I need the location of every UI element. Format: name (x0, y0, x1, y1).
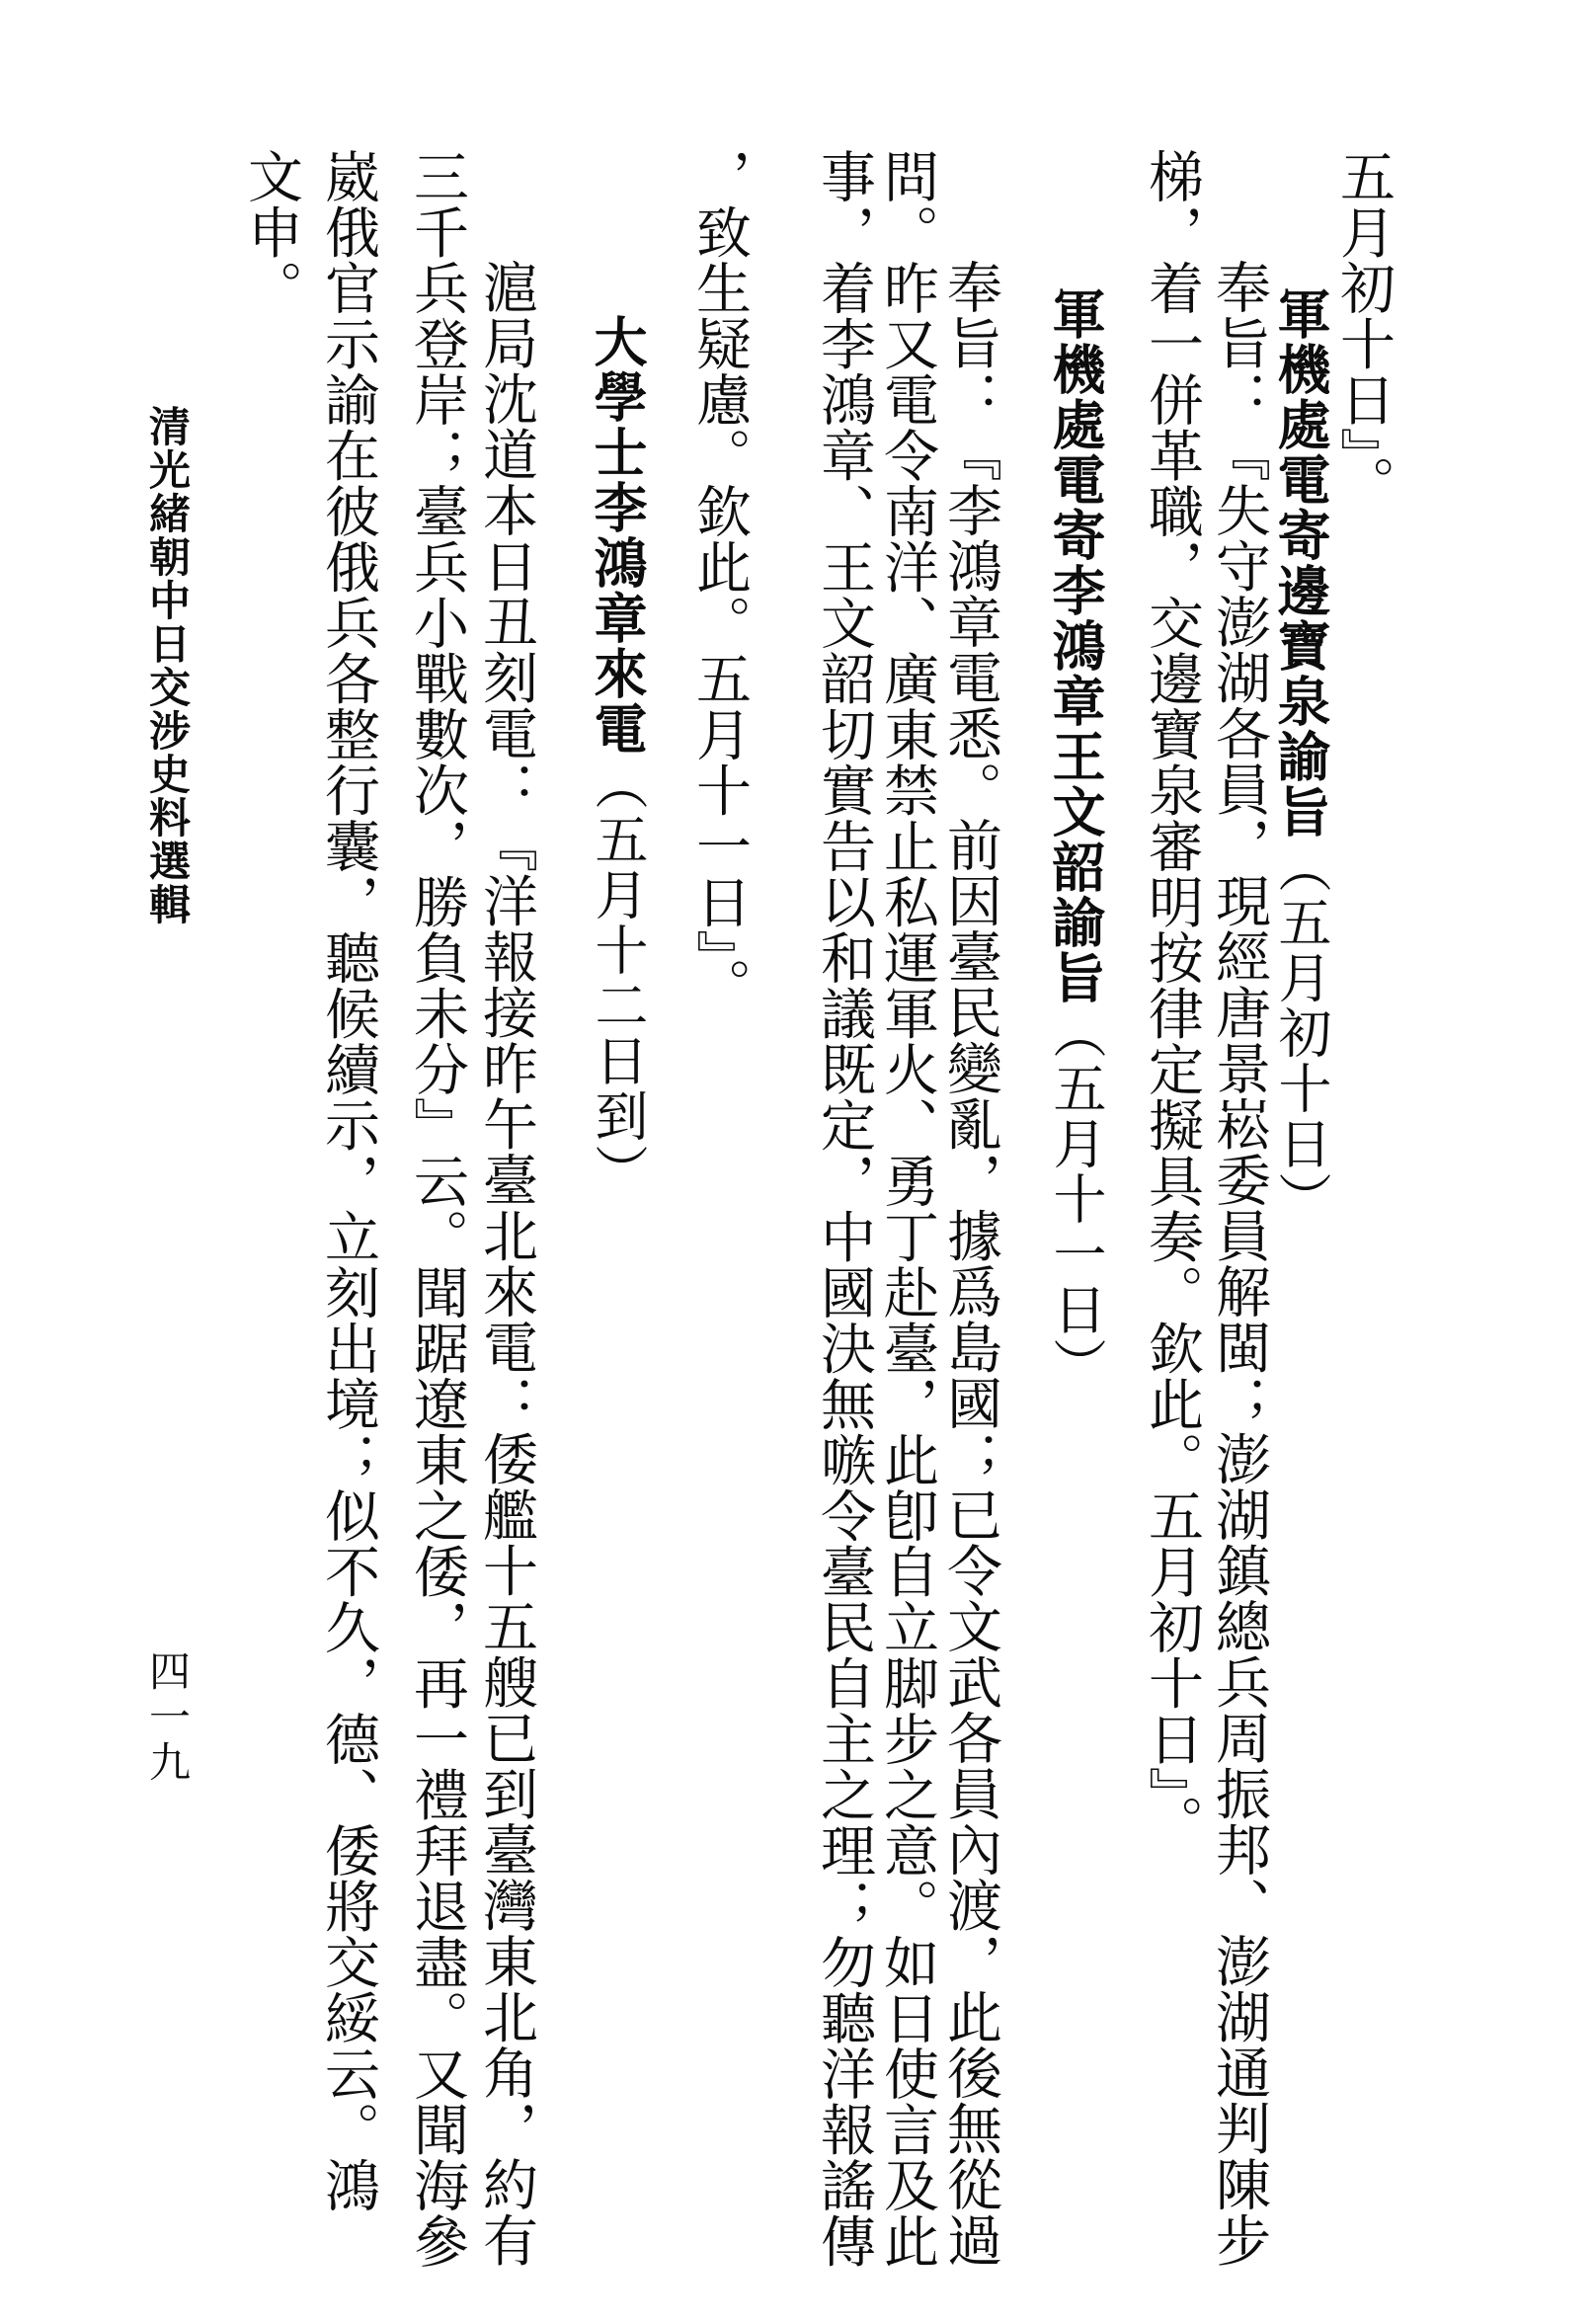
text-column-12: 三千兵登岸；臺兵小戰數次，勝負未分』云。聞踞遼東之倭，再一禮拜退盡。又聞海參 (405, 148, 469, 2269)
heading-title: 軍機處電寄邊寶泉諭旨 (1269, 286, 1332, 840)
text-column-14: 文申。 (239, 148, 303, 316)
page-number: 四一九 (143, 1649, 192, 1786)
heading-bian-baoquan-edict (1269, 286, 1332, 1227)
book-title: 清光緒朝中日交涉史料選輯 (143, 405, 192, 926)
text-column-6: 奉旨：『李鴻章電悉。前因臺民變亂，據爲島國；已令文武各員內渡，此後無從過 (938, 259, 1002, 2268)
heading-date: （五月十二日到） (587, 757, 649, 1199)
heading-title: 軍機處電寄李鴻章王文韶諭旨 (1044, 286, 1107, 1005)
heading-title: 大學士李鴻章來電 (586, 314, 649, 757)
text-column-11: 滬局沈道本日丑刻電：『洋報接昨午臺北來電：倭艦十五艘已到臺灣東北角，約有 (474, 259, 538, 2268)
text-column-8: 事，着李鴻章、王文韶切實告以和議既定，中國決無嗾令臺民自主之理；勿聽洋報謠傳 (812, 148, 876, 2269)
text-column-9: ，致生疑慮。欽此。五月十一日』。 (687, 148, 752, 1013)
text-column-13: 崴俄官示諭在彼俄兵各整行囊，聽候續示，立刻出境；似不久，德、倭將交綏云。鴻 (316, 148, 380, 2213)
text-column-1: 五月初十日』。 (1331, 148, 1396, 512)
heading-li-wang-edict (1044, 286, 1107, 1393)
heading-li-hongzhang-telegram (586, 314, 649, 1199)
heading-date: （五月初十日） (1270, 840, 1332, 1227)
text-column-4: 梯，着一併革職，交邊寶泉審明按律定擬具奏。欽此。五月初十日』。 (1140, 148, 1204, 1851)
heading-date: （五月十一日） (1045, 1005, 1107, 1393)
text-column-3: 奉旨：『失守澎湖各員，現經唐景崧委員解閩；澎湖鎮總兵周振邦、澎湖通判陳步 (1207, 259, 1271, 2268)
text-column-7: 問。昨又電令南洋、廣東禁止私運軍火、勇丁赴臺，此卽自立脚步之意。如日使言及此 (875, 148, 939, 2269)
